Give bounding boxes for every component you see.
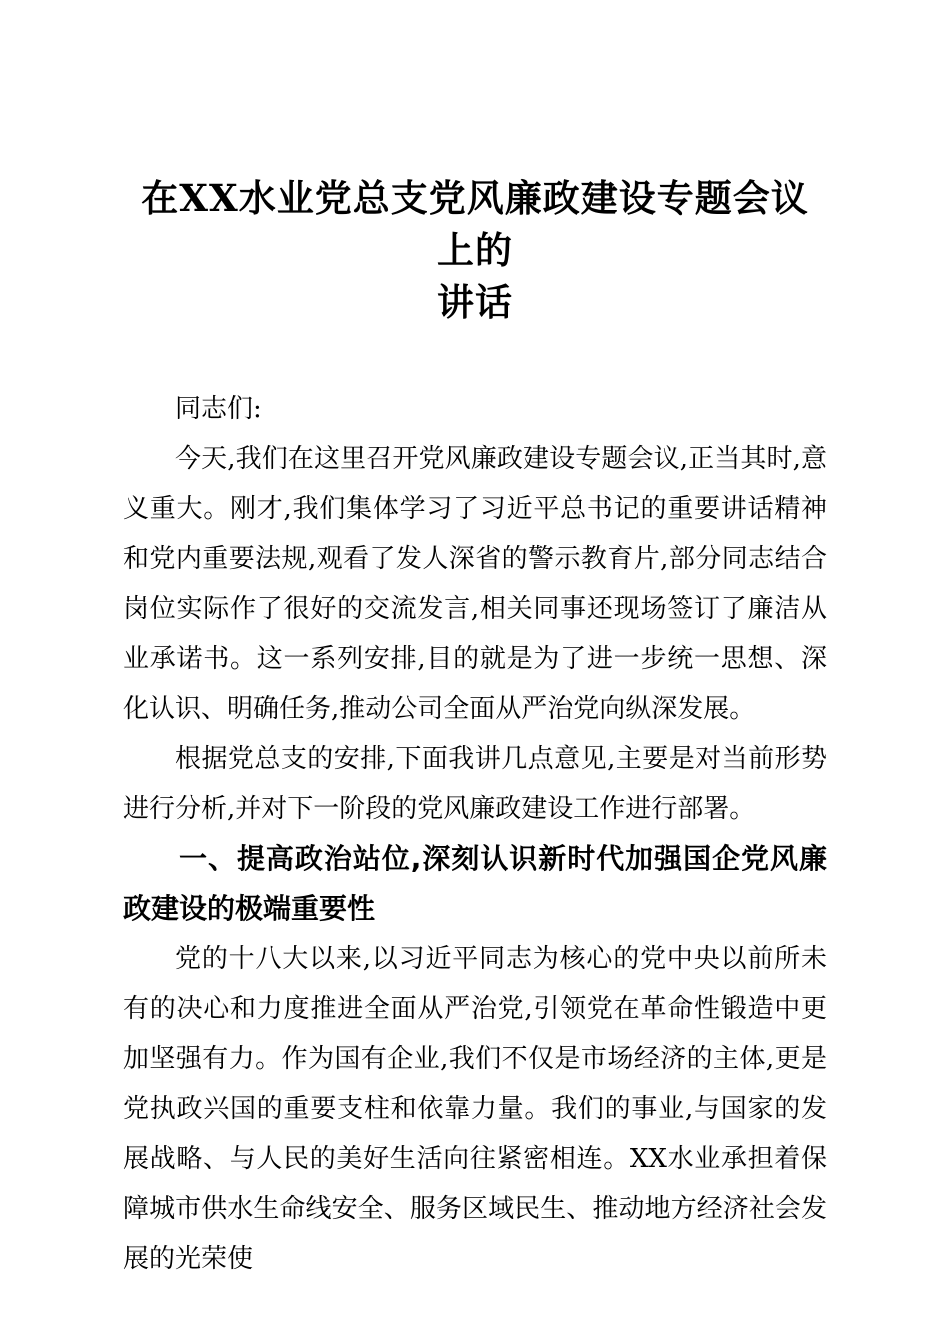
document-title	[123, 172, 827, 328]
salutation: 同志们:	[175, 394, 262, 424]
paragraph-3: 党的十八大以来,以习近平同志为核心的党中央以前所未有的决心和力度推进全面从严治党,引领党在革命性锻造中更加坚强有力。作为国有企业,我们不仅是市场经济的主体,更是党执政兴国的重要支柱和依靠力量。我们的事业,与国家的发展战略、与人民的美好生活向往紧密相连。XX水业承担着保障城市供水生命线安全、服务区域民生、推动地方经济社会发展的光荣使	[123, 944, 827, 1274]
document-title-line-1: 在XX水业党总支党风廉政建设专题会议上的	[141, 176, 809, 272]
section-heading-1: 一、提高政治站位,深刻认识新时代加强国企党风廉政建设的极端重要性	[123, 842, 827, 925]
document-body	[123, 384, 827, 1284]
document-content	[123, 172, 827, 1284]
paragraph-1: 今天,我们在这里召开党风廉政建设专题会议,正当其时,意义重大。刚才,我们集体学习了习近平总书记的重要讲话精神和党内重要法规,观看了发人深省的警示教育片,部分同志结合岗位实际作了很好的交流发言,相关同事还现场签订了廉洁从业承诺书。这一系列安排,目的就是为了进一步统一思想、深化认识、明确任务,推动公司全面从严治党向纵深发展。	[123, 444, 827, 724]
document-title-line-2: 讲话	[437, 280, 513, 324]
paragraph-2: 根据党总支的安排,下面我讲几点意见,主要是对当前形势进行分析,并对下一阶段的党风廉政建设工作进行部署。	[123, 744, 827, 824]
